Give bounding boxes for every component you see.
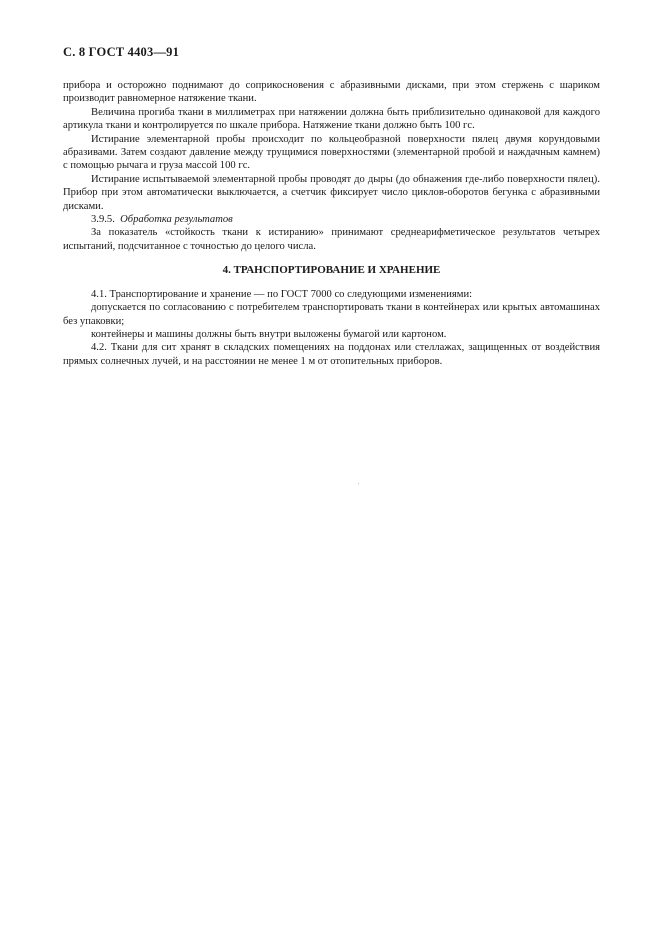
paragraph-abrasion-until-hole: Истирание испытываемой элементарной пробы проводят до дыры (до обнажения где-либо поверхности пялец). Прибор при этом автоматически выключается, а счетчик фиксирует число циклов-оборотов бегунка с абразивными дисками. xyxy=(63,173,600,212)
paragraph-4-2: 4.2. Ткани для сит хранят в складских помещениях на поддонах или стеллажах, защищенных от воздействия прямых солнечных лучей, и на расстоянии не менее 1 м от отопительных приборов. xyxy=(63,342,600,367)
paragraph-containers: допускается по согласованию с потребителем транспортировать ткани в контейнерах или крытых автомашинах без упаковки; xyxy=(63,302,600,327)
subsection-number: 3.9.5. xyxy=(91,214,115,226)
paragraph-continuation: прибора и осторожно поднимают до соприкосновения с абразивными дисками, при этом стержень с шариком производит равномерное натяжение ткани. xyxy=(63,80,600,105)
paragraph-abrasion-process: Истирание элементарной пробы происходит по кольцеобразной поверхности пялец двумя корундовыми абразивами. Затем создают давление между трущимися поверхностями (элементарной пробой и наждачным камнем) с помощью рычага и груза массой 100 гс. xyxy=(63,133,600,172)
paragraph-deflection: Величина прогиба ткани в миллиметрах при натяжении должна быть приблизительно одинаковой для каждого артикула ткани и контролируется по шкале прибора. Натяжение ткани должно быть 100 гс. xyxy=(63,106,600,132)
page-header: С. 8 ГОСТ 4403—91 xyxy=(63,45,180,59)
section-title: 4. ТРАНСПОРТИРОВАНИЕ И ХРАНЕНИЕ xyxy=(222,264,441,277)
document-body xyxy=(63,79,600,368)
subsection-heading xyxy=(63,213,600,226)
scan-speck xyxy=(358,483,359,484)
paragraph-lining: контейнеры и машины должны быть внутри выложены бумагой или картоном. xyxy=(91,328,447,340)
paragraph-result-indicator: За показатель «стойкость ткани к истиранию» принимают среднеарифметическое результатов четырех испытаний, подсчитанное с точностью до целого числа. xyxy=(63,227,600,252)
paragraph-4-1: 4.1. Транспортирование и хранение — по ГОСТ 7000 со следующими изменениями: xyxy=(91,288,473,300)
subsection-title: Обработка результатов xyxy=(120,214,233,226)
